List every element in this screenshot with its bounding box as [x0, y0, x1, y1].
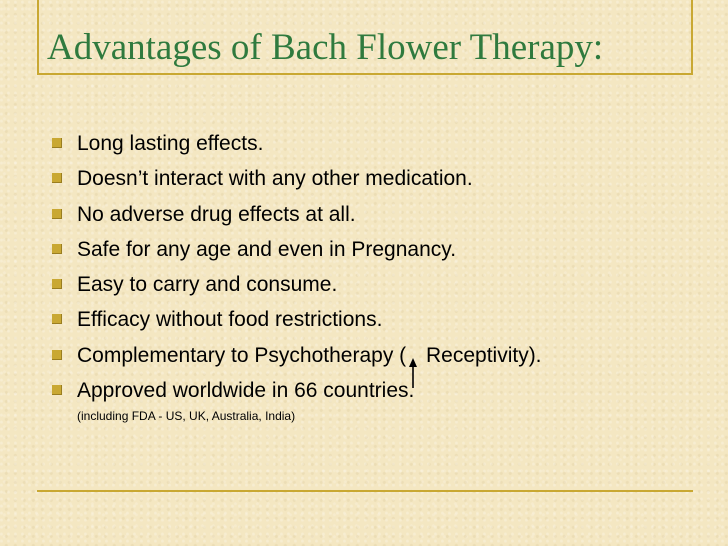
receptivity-arrow: [406, 352, 420, 362]
square-bullet-icon: [52, 350, 62, 360]
bullet-item: [52, 267, 542, 302]
bullet-item: [52, 126, 542, 161]
square-bullet-icon: [52, 314, 62, 324]
bullet-text: No adverse drug effects at all.: [77, 202, 356, 226]
square-bullet-icon: [52, 385, 62, 395]
title-underline-rule: [37, 73, 693, 75]
bullet-text: Approved worldwide in 66 countries.: [77, 379, 415, 403]
bullet-item: [52, 232, 542, 267]
square-bullet-icon: [52, 209, 62, 219]
bullet-item: [52, 197, 542, 232]
bullet-list: [52, 126, 542, 408]
bullet-item: [52, 302, 542, 337]
top-right-rule: [691, 0, 693, 74]
bullet-item: [52, 161, 542, 196]
bullet-text: Complementary to Psychotherapy (: [77, 343, 407, 367]
bullet-text: Easy to carry and consume.: [77, 273, 338, 297]
bullet-text: Safe for any age and even in Pregnancy.: [77, 237, 457, 261]
bullet-text-suffix: Receptivity).: [425, 343, 542, 367]
bottom-rule: [37, 490, 693, 492]
countries-note: (including FDA - US, UK, Australia, India): [77, 409, 296, 423]
square-bullet-icon: [52, 279, 62, 289]
bullet-item: [52, 373, 542, 408]
square-bullet-icon: [52, 244, 62, 254]
top-left-rule: [37, 0, 39, 74]
bullet-text: Long lasting effects.: [77, 132, 264, 155]
square-bullet-icon: [52, 173, 62, 183]
bullet-text: Doesn’t interact with any other medication.: [77, 167, 473, 191]
bullet-text: Efficacy without food restrictions.: [77, 308, 383, 332]
square-bullet-icon: [52, 138, 62, 148]
slide-title: Advantages of Bach Flower Therapy:: [47, 27, 604, 68]
bullet-item: [52, 338, 542, 373]
